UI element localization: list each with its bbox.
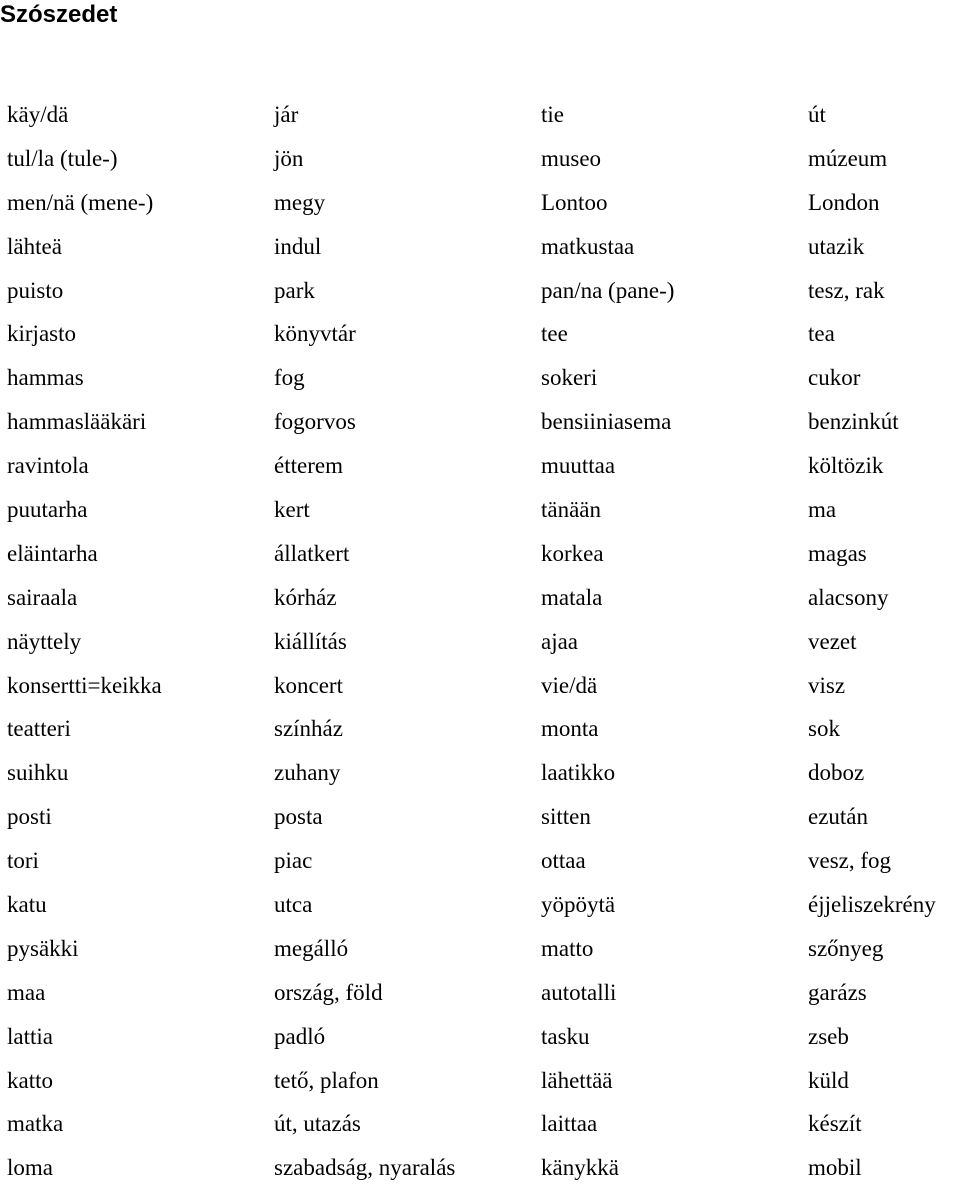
hungarian-word: padló: [274, 1023, 326, 1049]
finnish-word: maa: [7, 979, 46, 1005]
finnish-word: matto: [541, 935, 594, 961]
finnish-word: sokeri: [541, 365, 598, 391]
finnish-word: tasku: [541, 1023, 590, 1049]
finnish-word: känykkä: [541, 1155, 619, 1181]
finnish-word: konsertti=keikka: [7, 672, 162, 698]
finnish-word: autotalli: [541, 979, 617, 1005]
finnish-word: puisto: [7, 277, 64, 303]
hungarian-word: tea: [808, 321, 835, 347]
finnish-word: tee: [541, 321, 568, 347]
finnish-word: matka: [7, 1111, 64, 1137]
hungarian-word: mobil: [808, 1155, 862, 1181]
hungarian-word: ország, föld: [274, 979, 383, 1005]
hungarian-word: ma: [808, 497, 837, 523]
hungarian-word: út: [808, 102, 826, 127]
hungarian-word: cukor: [808, 365, 861, 391]
finnish-word: laatikko: [541, 760, 616, 786]
hungarian-word: kórház: [274, 584, 337, 610]
hungarian-word: éjjeliszekrény: [808, 892, 936, 918]
hungarian-word: piac: [274, 848, 313, 874]
vocabulary-row: [7, 707, 960, 751]
hungarian-word: jár: [274, 102, 299, 127]
hungarian-word: tető, plafon: [274, 1067, 379, 1093]
hungarian-word: park: [274, 277, 315, 303]
hungarian-word: garázs: [808, 979, 867, 1005]
hungarian-word: színház: [274, 716, 343, 742]
vocabulary-row: [7, 444, 960, 488]
finnish-word: tul/la (tule-): [7, 145, 118, 171]
finnish-word: pan/na (pane-): [541, 277, 675, 303]
hungarian-word: fog: [274, 365, 305, 391]
hungarian-word: utazik: [808, 233, 865, 259]
hungarian-word: jön: [274, 145, 304, 171]
vocabulary-row: [7, 137, 960, 181]
hungarian-word: kiállítás: [274, 628, 347, 654]
vocabulary-row: [7, 1146, 960, 1190]
hungarian-word: könyvtár: [274, 321, 356, 347]
finnish-word: bensiiniasema: [541, 409, 672, 435]
vocabulary-row: [7, 620, 960, 664]
finnish-word: hammaslääkäri: [7, 409, 147, 435]
finnish-word: vie/dä: [541, 672, 598, 698]
vocabulary-row: [7, 1059, 960, 1103]
vocabulary-row: [7, 664, 960, 708]
finnish-word: hammas: [7, 365, 84, 391]
finnish-word: tie: [541, 102, 564, 127]
hungarian-word: kert: [274, 497, 310, 523]
hungarian-word: sok: [808, 716, 840, 742]
finnish-word: lähteä: [7, 233, 62, 259]
vocabulary-row: [7, 400, 960, 444]
finnish-word: korkea: [541, 540, 604, 566]
finnish-word: muuttaa: [541, 453, 616, 479]
finnish-word: sitten: [541, 804, 591, 830]
hungarian-word: szabadság, nyaralás: [274, 1155, 456, 1181]
hungarian-word: költözik: [808, 453, 884, 479]
vocabulary-row: [7, 93, 960, 137]
finnish-word: käy/dä: [7, 102, 69, 127]
finnish-word: ottaa: [541, 848, 586, 874]
hungarian-word: vesz, fog: [808, 848, 892, 874]
hungarian-word: utca: [274, 892, 313, 918]
vocabulary-row: [7, 883, 960, 927]
hungarian-word: étterem: [274, 453, 343, 479]
finnish-word: kirjasto: [7, 321, 76, 347]
finnish-word: museo: [541, 145, 602, 171]
finnish-word: matkustaa: [541, 233, 635, 259]
finnish-word: teatteri: [7, 716, 71, 742]
hungarian-word: doboz: [808, 760, 865, 786]
hungarian-word: zuhany: [274, 760, 341, 786]
vocabulary-row: [7, 532, 960, 576]
finnish-word: näyttely: [7, 628, 82, 654]
finnish-word: ajaa: [541, 628, 579, 654]
hungarian-word: megálló: [274, 935, 349, 961]
hungarian-word: út, utazás: [274, 1111, 361, 1137]
hungarian-word: visz: [808, 672, 846, 698]
vocabulary-row: [7, 181, 960, 225]
hungarian-word: megy: [274, 189, 326, 215]
hungarian-word: szőnyeg: [808, 935, 884, 961]
vocabulary-row: [7, 269, 960, 313]
finnish-word: katu: [7, 892, 47, 918]
hungarian-word: koncert: [274, 672, 343, 698]
hungarian-word: vezet: [808, 628, 857, 654]
finnish-word: sairaala: [7, 584, 78, 610]
finnish-word: suihku: [7, 760, 69, 786]
finnish-word: katto: [7, 1067, 53, 1093]
finnish-word: eläintarha: [7, 540, 98, 566]
vocabulary-row: [7, 225, 960, 269]
hungarian-word: zseb: [808, 1023, 849, 1049]
finnish-word: tori: [7, 848, 39, 874]
vocabulary-row: [7, 795, 960, 839]
hungarian-word: múzeum: [808, 145, 888, 171]
vocabulary-table: [7, 93, 960, 1190]
vocabulary-row: [7, 1102, 960, 1146]
finnish-word: monta: [541, 716, 599, 742]
page-title: Szószedet: [0, 1, 118, 28]
vocabulary-row: [7, 488, 960, 532]
vocabulary-row: [7, 1015, 960, 1059]
vocabulary-row: [7, 576, 960, 620]
finnish-word: men/nä (mene-): [7, 189, 154, 215]
hungarian-word: tesz, rak: [808, 277, 885, 303]
hungarian-word: ezután: [808, 804, 869, 830]
hungarian-word: küld: [808, 1067, 849, 1093]
hungarian-word: indul: [274, 233, 322, 259]
finnish-word: laittaa: [541, 1111, 598, 1137]
hungarian-word: fogorvos: [274, 409, 356, 435]
vocabulary-row: [7, 971, 960, 1015]
finnish-word: Lontoo: [541, 189, 608, 215]
hungarian-word: benzinkút: [808, 409, 899, 435]
hungarian-word: magas: [808, 540, 867, 566]
vocabulary-row: [7, 312, 960, 356]
finnish-word: tänään: [541, 497, 602, 523]
finnish-word: pysäkki: [7, 935, 79, 961]
finnish-word: puutarha: [7, 497, 88, 523]
finnish-word: posti: [7, 804, 52, 830]
hungarian-word: készít: [808, 1111, 862, 1137]
hungarian-word: London: [808, 189, 880, 215]
hungarian-word: posta: [274, 804, 323, 830]
hungarian-word: állatkert: [274, 540, 350, 566]
vocabulary-row: [7, 751, 960, 795]
vocabulary-row: [7, 356, 960, 400]
hungarian-word: alacsony: [808, 584, 889, 610]
finnish-word: lattia: [7, 1023, 53, 1049]
finnish-word: yöpöytä: [541, 892, 616, 918]
vocabulary-row: [7, 927, 960, 971]
finnish-word: loma: [7, 1155, 53, 1181]
finnish-word: matala: [541, 584, 603, 610]
finnish-word: ravintola: [7, 453, 89, 479]
finnish-word: lähettää: [541, 1067, 613, 1093]
vocabulary-row: [7, 839, 960, 883]
